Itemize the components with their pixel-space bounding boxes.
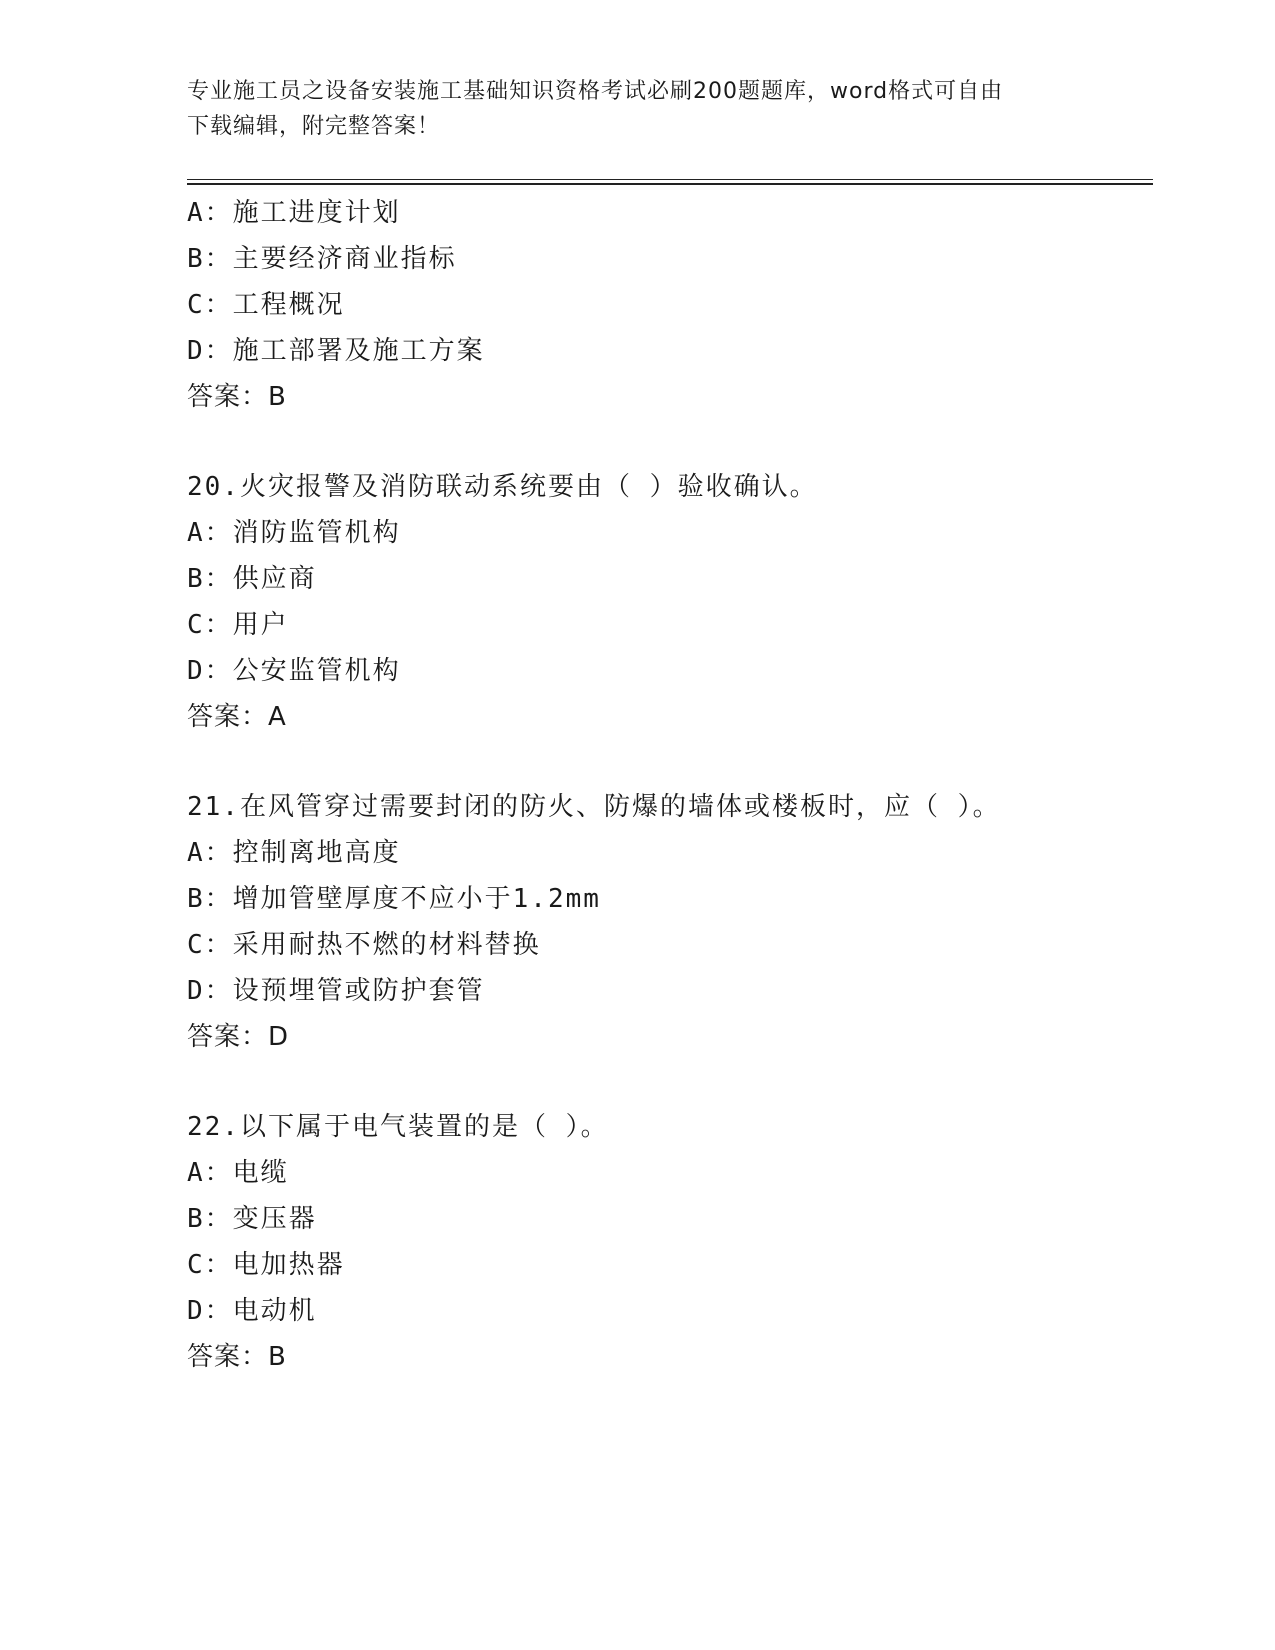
question-text: 21.在风管穿过需要封闭的防火、防爆的墙体或楼板时，应（ ）。 bbox=[187, 792, 1001, 822]
option-b: B：变压器 bbox=[187, 1204, 317, 1234]
option-a: A：电缆 bbox=[187, 1158, 289, 1188]
option-d: D：公安监管机构 bbox=[187, 656, 401, 686]
answer-line: 答案：A bbox=[187, 702, 287, 732]
question-text: 22.以下属于电气装置的是（ ）。 bbox=[187, 1112, 609, 1142]
question-block bbox=[187, 190, 1147, 420]
option-b: B：增加管壁厚度不应小于1.2mm bbox=[187, 884, 601, 914]
question-block bbox=[187, 464, 1147, 740]
option-c: C：采用耐热不燃的材料替换 bbox=[187, 930, 541, 960]
header-line-2: 下载编辑，附完整答案！ bbox=[187, 114, 441, 139]
question-text: 20.火灾报警及消防联动系统要由（ ）验收确认。 bbox=[187, 472, 818, 502]
header-divider-bottom bbox=[187, 183, 1153, 185]
document-header bbox=[187, 74, 1087, 144]
question-list bbox=[187, 190, 1147, 1380]
option-c: C：电加热器 bbox=[187, 1250, 345, 1280]
option-d: D：施工部署及施工方案 bbox=[187, 336, 485, 366]
option-b: B：主要经济商业指标 bbox=[187, 244, 457, 274]
option-d: D：电动机 bbox=[187, 1296, 317, 1326]
option-c: C：工程概况 bbox=[187, 290, 345, 320]
option-a: A：施工进度计划 bbox=[187, 198, 401, 228]
block-spacer bbox=[187, 740, 1147, 784]
option-a: A：控制离地高度 bbox=[187, 838, 401, 868]
option-b: B：供应商 bbox=[187, 564, 317, 594]
header-line-1: 专业施工员之设备安装施工基础知识资格考试必刷200题题库，word格式可自由 bbox=[187, 79, 1004, 104]
block-spacer bbox=[187, 420, 1147, 464]
answer-line: 答案：D bbox=[187, 1022, 290, 1052]
question-block bbox=[187, 1104, 1147, 1380]
option-c: C：用户 bbox=[187, 610, 289, 640]
answer-line: 答案：B bbox=[187, 1342, 287, 1372]
header-divider-top bbox=[187, 179, 1153, 180]
question-block bbox=[187, 784, 1147, 1060]
answer-line: 答案：B bbox=[187, 382, 287, 412]
option-d: D：设预埋管或防护套管 bbox=[187, 976, 485, 1006]
option-a: A：消防监管机构 bbox=[187, 518, 401, 548]
block-spacer bbox=[187, 1060, 1147, 1104]
